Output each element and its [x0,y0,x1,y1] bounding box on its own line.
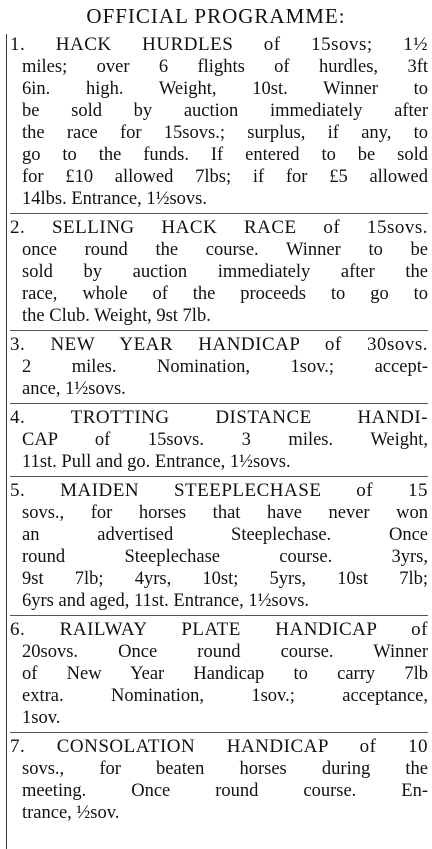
race-line: the Club. Weight, 9st 7lb. [22,306,211,326]
programme-heading: OFFICIAL PROGRAMME: [86,4,346,28]
race-line: 2 miles. Nomination, 1sov.; accept- [22,357,428,377]
race-line: 6yrs and aged, 11st. Entrance, 1½sovs. [22,591,310,611]
race-entry [10,736,428,827]
race-line: 1sov. [22,708,61,728]
race-line: once round the course. Winner to be [22,240,428,260]
race-line: go to the funds. If entered to be sold [22,145,428,165]
race-line: trance, ½sov. [22,803,120,823]
race-entry [10,217,428,331]
race-line: sovs., for horses that have never won [22,503,428,523]
race-entry [10,407,428,477]
race-line: round Steeplechase course. 3yrs, [22,547,428,567]
race-line: CAP of 15sovs. 3 miles. Weight, [22,430,428,450]
race-line: 20sovs. Once round course. Winner [22,642,428,662]
race-line: ance, 1½sovs. [22,379,126,399]
race-line: sold by auction immediately after the [22,262,428,282]
race-line: 3. NEW YEAR HANDICAP of 30sovs. [10,334,428,355]
race-line: 1. HACK HURDLES of 15sovs; 1½ [10,34,428,55]
race-line: 4. TROTTING DISTANCE HANDI- [10,407,428,428]
race-line: 2. SELLING HACK RACE of 15sovs. [10,217,428,238]
race-line: miles; over 6 flights of hurdles, 3ft [22,57,428,77]
race-line: extra. Nomination, 1sov.; acceptance, [22,686,428,706]
race-line: meeting. Once round course. En- [22,781,428,801]
race-line: 5. MAIDEN STEEPLECHASE of 15 [10,480,428,501]
race-line: 14lbs. Entrance, 1½sovs. [22,189,207,209]
race-entry [10,334,428,404]
race-line: 6. RAILWAY PLATE HANDICAP of [10,619,428,640]
race-line: the race for 15sovs.; surplus, if any, to [22,123,428,143]
race-line: 7. CONSOLATION HANDICAP of 10 [10,736,428,757]
race-list [10,34,428,830]
race-entry [10,619,428,733]
race-entry [10,34,428,214]
race-line: 9st 7lb; 4yrs, 10st; 5yrs, 10st 7lb; [22,569,428,589]
race-line: for £10 allowed 7lbs; if for £5 allowed [22,167,428,187]
race-line: an advertised Steeplechase. Once [22,525,428,545]
race-line: sovs., for beaten horses during the [22,759,428,779]
race-line: be sold by auction immediately after [22,101,428,121]
left-column-rule [6,34,7,849]
race-line: of New Year Handicap to carry 7lb [22,664,428,684]
race-line: 6in. high. Weight, 10st. Winner to [22,79,428,99]
race-entry [10,480,428,616]
race-line: 11st. Pull and go. Entrance, 1½sovs. [22,452,291,472]
race-line: race, whole of the proceeds to go to [22,284,428,304]
